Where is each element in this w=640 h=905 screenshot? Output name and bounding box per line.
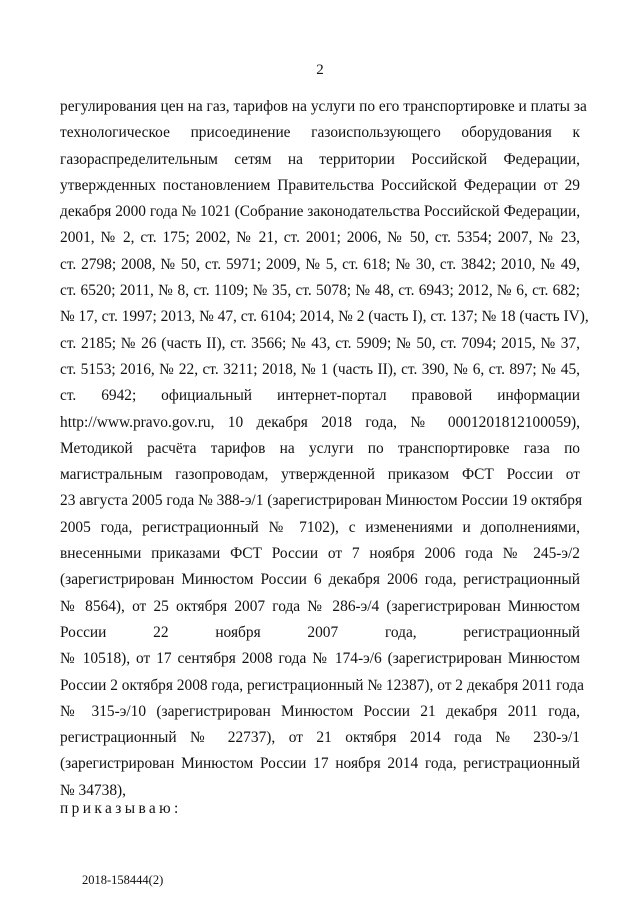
text-line: ст. 2185; № 26 (часть II), ст. 3566; № 43, ст. 5909; № 50, ст. 7094; 2015, № 37, <box>60 334 580 352</box>
text-line: № 34738), <box>60 781 126 799</box>
text-line: http://www.pravo.gov.ru, 10 декабря 2018 года, № 0001201812100059), <box>60 413 580 431</box>
order-word: приказываю: <box>60 800 182 817</box>
text-line: магистральным газопроводам, утвержденной приказом ФСТ России от <box>60 466 580 484</box>
text-line: Методикой расчёта тарифов на услуги по транспортировке газа по <box>60 439 580 457</box>
text-line: № 8564), от 25 октября 2007 года № 286-э/4 (зарегистрирован Минюстом <box>60 597 580 615</box>
body-text <box>60 94 589 804</box>
text-line: ст. 6942; официальный интернет-портал правовой информации <box>60 387 580 405</box>
text-line: утвержденных постановлением Правительства Российской Федерации от 29 <box>60 176 580 194</box>
text-line: России 22 ноября 2007 года, регистрационный <box>60 623 580 641</box>
text-line: ст. 5153; 2016, № 22, ст. 3211; 2018, № 1 (часть II), ст. 390, № 6, ст. 897; № 45, <box>60 360 580 378</box>
text-line: декабря 2000 года № 1021 (Собрание законодательства Российской Федерации, <box>60 203 581 221</box>
text-line: 2005 года, регистрационный № 7102), с изменениями и дополнениями, <box>60 518 580 536</box>
text-line: ст. 6520; 2011, № 8, ст. 1109; № 35, ст. 5078; № 48, ст. 6943; 2012, № 6, ст. 682; <box>60 282 580 300</box>
text-line: № 10518), от 17 сентября 2008 года № 174-э/6 (зарегистрирован Минюстом <box>60 650 580 668</box>
text-line: 2001, № 2, ст. 175; 2002, № 21, ст. 2001; 2006, № 50, ст. 5354; 2007, № 23, <box>60 229 580 247</box>
text-line: регулирования цен на газ, тарифов на услуги по его транспортировке и платы за <box>60 98 587 115</box>
text-line: № 17, ст. 1997; 2013, № 47, ст. 6104; 2014, № 2 (часть I), ст. 137; № 18 (часть IV), <box>60 308 589 326</box>
text-line: 23 августа 2005 года № 388-э/1 (зарегистрирован Минюстом России 19 октября <box>60 492 583 510</box>
text-line: газораспределительным сетям на территории Российской Федерации, <box>60 150 580 168</box>
text-line: (зарегистрирован Минюстом России 17 ноября 2014 года, регистрационный <box>60 755 580 773</box>
text-line: ст. 2798; 2008, № 50, ст. 5971; 2009, № 5, ст. 618; № 30, ст. 3842; 2010, № 49, <box>60 255 580 273</box>
text-line: внесенными приказами ФСТ России от 7 ноября 2006 года № 245-э/2 <box>60 545 580 563</box>
text-line: (зарегистрирован Минюстом России 6 декабря 2006 года, регистрационный <box>60 571 580 589</box>
text-line: России 2 октября 2008 года, регистрационный № 12387), от 2 декабря 2011 года <box>60 676 584 694</box>
footer-code: 2018-158444(2) <box>82 873 164 887</box>
text-line: регистрационный № 22737), от 21 октября 2014 года № 230-э/1 <box>60 729 580 747</box>
text-line: технологическое присоединение газоиспользующего оборудования к <box>60 124 580 142</box>
page-number: 2 <box>316 62 324 78</box>
text-line: № 315-э/10 (зарегистрирован Минюстом России 21 декабря 2011 года, <box>60 702 580 720</box>
